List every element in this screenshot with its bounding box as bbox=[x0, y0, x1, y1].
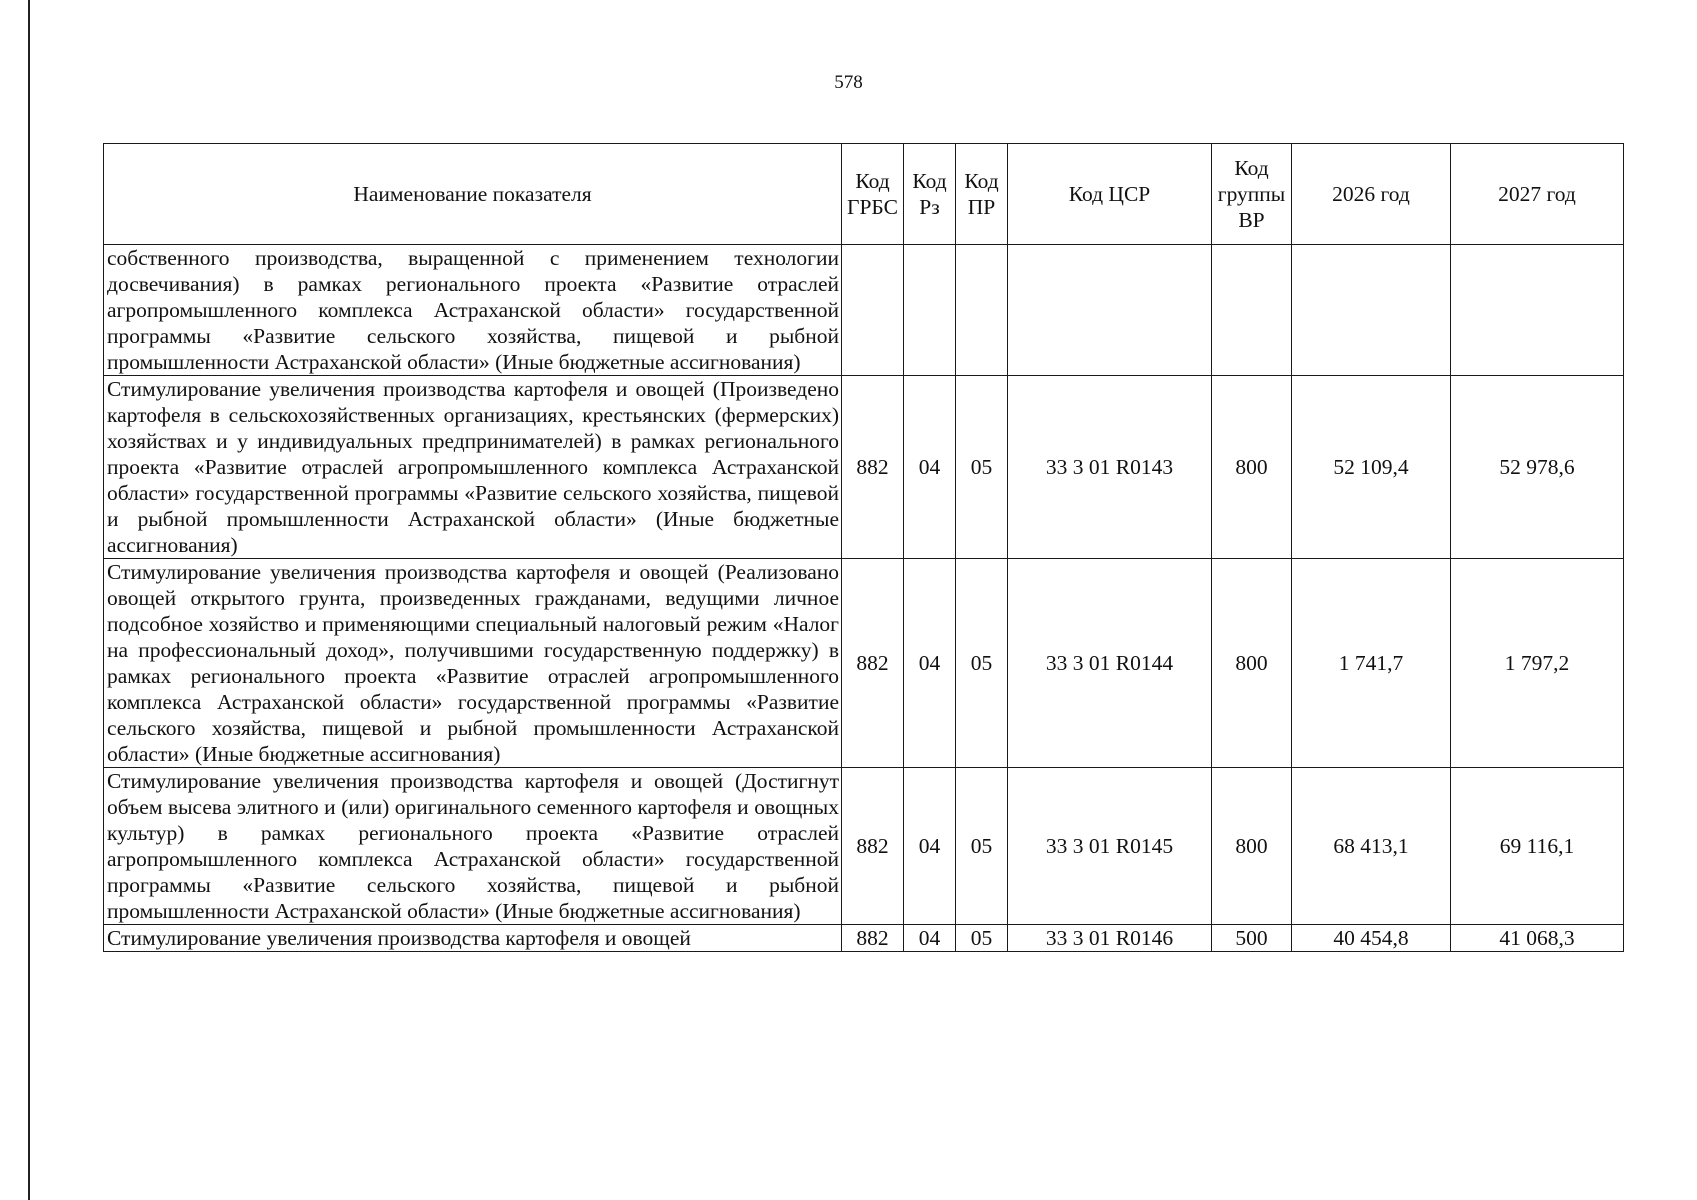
cell-csr: 33 3 01 R0146 bbox=[1008, 925, 1212, 952]
cell-grbs: 882 bbox=[842, 559, 904, 768]
cell-rz: 04 bbox=[904, 559, 956, 768]
header-2026: 2026 год bbox=[1292, 144, 1451, 245]
scan-edge-line bbox=[28, 0, 30, 1200]
cell-2027: 1 797,2 bbox=[1451, 559, 1624, 768]
header-rz: Код Рз bbox=[904, 144, 956, 245]
cell-2026: 40 454,8 bbox=[1292, 925, 1451, 952]
cell-rz: 04 bbox=[904, 376, 956, 559]
header-csr: Код ЦСР bbox=[1008, 144, 1212, 245]
cell-grbs: 882 bbox=[842, 376, 904, 559]
cell-vr: 800 bbox=[1212, 559, 1292, 768]
cell-rz: 04 bbox=[904, 925, 956, 952]
table-row bbox=[104, 376, 1624, 559]
cell-name: Стимулирование увеличения производства картофеля и овощей bbox=[104, 925, 842, 952]
table-row bbox=[104, 925, 1624, 952]
cell-name: Стимулирование увеличения производства картофеля и овощей (Реализовано овощей открытого грунта, произведенных гражданами, ведущими личное подсобное хозяйство и применяющими специальный налоговый режим «Налог на профессиональный доход», получившими государственную поддержку) в рамках регионального проекта «Развитие отраслей агропромышленного комплекса Астраханской области» государственной программы «Развитие сельского хозяйства, пищевой и рыбной промышленности Астраханской области» (Иные бюджетные ассигнования) bbox=[104, 559, 842, 768]
cell-vr: 800 bbox=[1212, 768, 1292, 925]
cell-csr: 33 3 01 R0143 bbox=[1008, 376, 1212, 559]
cell-2027 bbox=[1451, 245, 1624, 376]
cell-csr: 33 3 01 R0144 bbox=[1008, 559, 1212, 768]
cell-grbs: 882 bbox=[842, 925, 904, 952]
cell-2026 bbox=[1292, 245, 1451, 376]
cell-pr: 05 bbox=[956, 768, 1008, 925]
cell-name: Стимулирование увеличения производства картофеля и овощей (Достигнут объем высева элитного и (или) оригинального семенного картофеля и овощных культур) в рамках регионального проекта «Развитие отраслей агропромышленного комплекса Астраханской области» государственной программы «Развитие сельского хозяйства, пищевой и рыбной промышленности Астраханской области» (Иные бюджетные ассигнования) bbox=[104, 768, 842, 925]
cell-2027: 52 978,6 bbox=[1451, 376, 1624, 559]
cell-name: собственного производства, выращенной с применением технологии досвечивания) в рамках регионального проекта «Развитие отраслей агропромышленного комплекса Астраханской области» государственной программы «Развитие сельского хозяйства, пищевой и рыбной промышленности Астраханской области» (Иные бюджетные ассигнования) bbox=[104, 245, 842, 376]
header-pr: Код ПР bbox=[956, 144, 1008, 245]
cell-2027: 69 116,1 bbox=[1451, 768, 1624, 925]
cell-name: Стимулирование увеличения производства картофеля и овощей (Произведено картофеля в сельскохозяйственных организациях, крестьянских (фермерских) хозяйствах и у индивидуальных предпринимателей) в рамках регионального проекта «Развитие отраслей агропромышленного комплекса Астраханской области» государственной программы «Развитие сельского хозяйства, пищевой и рыбной промышленности Астраханской области» (Иные бюджетные ассигнования) bbox=[104, 376, 842, 559]
header-vr: Код группы ВР bbox=[1212, 144, 1292, 245]
cell-2026: 68 413,1 bbox=[1292, 768, 1451, 925]
cell-2026: 1 741,7 bbox=[1292, 559, 1451, 768]
header-2027: 2027 год bbox=[1451, 144, 1624, 245]
cell-grbs: 882 bbox=[842, 768, 904, 925]
cell-vr bbox=[1212, 245, 1292, 376]
budget-table bbox=[103, 143, 1624, 952]
cell-vr: 500 bbox=[1212, 925, 1292, 952]
cell-grbs bbox=[842, 245, 904, 376]
cell-2027: 41 068,3 bbox=[1451, 925, 1624, 952]
header-grbs: Код ГРБС bbox=[842, 144, 904, 245]
cell-csr: 33 3 01 R0145 bbox=[1008, 768, 1212, 925]
cell-vr: 800 bbox=[1212, 376, 1292, 559]
cell-pr: 05 bbox=[956, 925, 1008, 952]
cell-pr bbox=[956, 245, 1008, 376]
cell-2026: 52 109,4 bbox=[1292, 376, 1451, 559]
page-number: 578 bbox=[834, 72, 863, 93]
cell-pr: 05 bbox=[956, 376, 1008, 559]
table-row bbox=[104, 768, 1624, 925]
table-row bbox=[104, 245, 1624, 376]
cell-csr bbox=[1008, 245, 1212, 376]
cell-rz bbox=[904, 245, 956, 376]
table-header-row bbox=[104, 144, 1624, 245]
cell-pr: 05 bbox=[956, 559, 1008, 768]
cell-rz: 04 bbox=[904, 768, 956, 925]
header-name: Наименование показателя bbox=[104, 144, 842, 245]
table-row bbox=[104, 559, 1624, 768]
